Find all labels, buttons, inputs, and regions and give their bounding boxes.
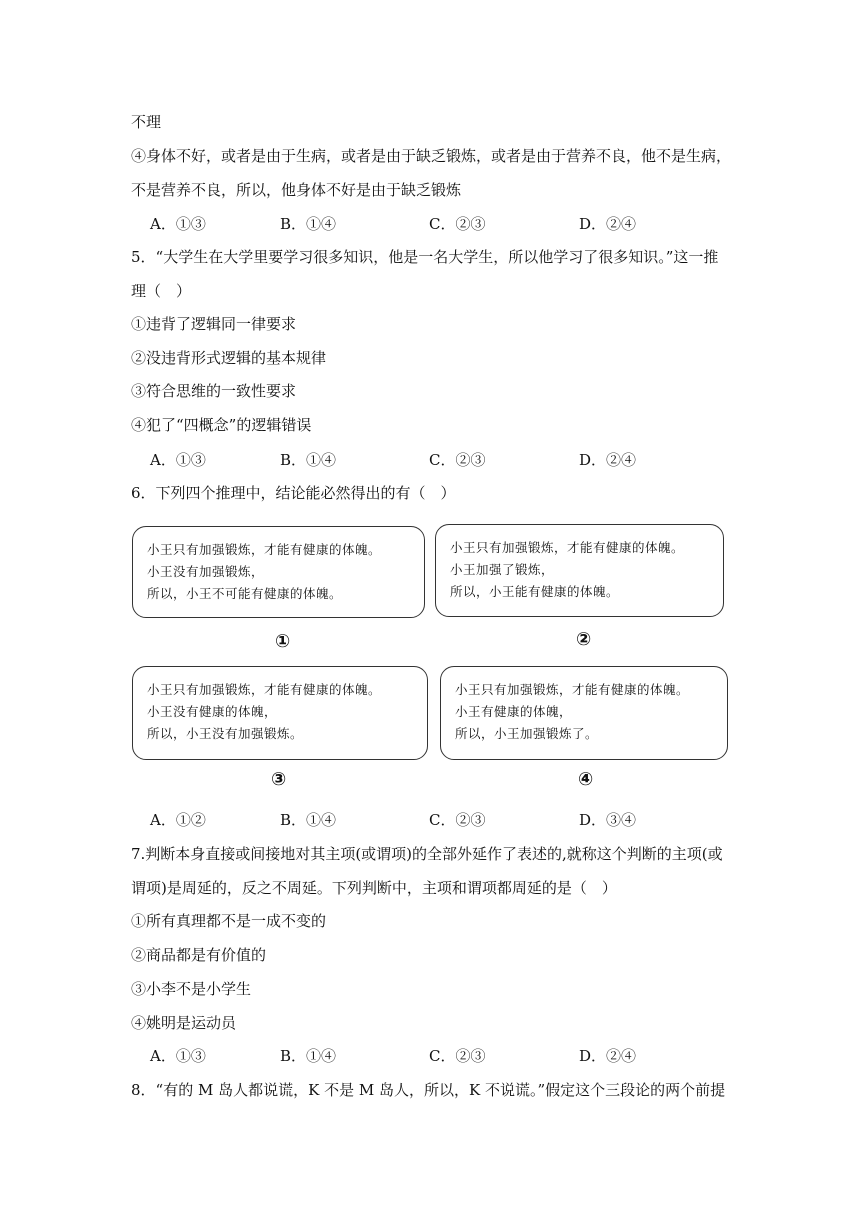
box1-line2: 小王没有加强锻炼， bbox=[147, 564, 265, 579]
q6-option-c[interactable]: C．②③ bbox=[429, 811, 486, 829]
box4-line3: 所以，小王加强锻炼了。 bbox=[455, 726, 599, 741]
q6-box-2-label: ② bbox=[576, 629, 592, 650]
box3-line3: 所以，小王没有加强锻炼。 bbox=[147, 726, 304, 741]
box2-line2: 小王加强了锻炼， bbox=[450, 562, 555, 577]
q4-item-4-line1: ④身体不好，或者是由于生病，或者是由于缺乏锻炼，或者是由于营养不良，他不是生病， bbox=[131, 147, 732, 165]
q4-option-d[interactable]: D．②④ bbox=[579, 215, 637, 233]
q4-tail-text: 不理 bbox=[131, 113, 162, 131]
q4-option-a[interactable]: A．①③ bbox=[150, 215, 206, 233]
q7-item-3: ③小李不是小学生 bbox=[131, 980, 252, 998]
q5-stem-line2: 理（ ） bbox=[131, 282, 192, 300]
q7-item-1: ①所有真理都不是一成不变的 bbox=[131, 912, 327, 930]
q6-box-1-label: ① bbox=[275, 631, 291, 652]
q7-option-b[interactable]: B．①④ bbox=[280, 1047, 337, 1065]
q5-option-a[interactable]: A．①③ bbox=[150, 451, 206, 469]
q7-option-d[interactable]: D．②④ bbox=[579, 1047, 637, 1065]
box1-line3: 所以，小王不可能有健康的体魄。 bbox=[147, 586, 343, 601]
q5-option-d[interactable]: D．②④ bbox=[579, 451, 637, 469]
q4-option-c[interactable]: C．②③ bbox=[429, 215, 486, 233]
q5-option-b[interactable]: B．①④ bbox=[280, 451, 337, 469]
q5-stem-line1: 5．“大学生在大学里要学习很多知识，他是一名大学生，所以他学习了很多知识。”这一推 bbox=[131, 248, 719, 266]
q7-options bbox=[150, 1045, 710, 1067]
q5-options bbox=[150, 449, 710, 471]
q6-reasoning-box-2 bbox=[435, 524, 724, 617]
box1-line1: 小王只有加强锻炼，才能有健康的体魄。 bbox=[147, 542, 382, 557]
q5-item-1: ①违背了逻辑同一律要求 bbox=[131, 315, 297, 333]
q6-box-3-label: ③ bbox=[271, 769, 287, 790]
q5-item-3: ③符合思维的一致性要求 bbox=[131, 382, 297, 400]
q6-reasoning-box-1 bbox=[132, 526, 425, 618]
box3-line1: 小王只有加强锻炼，才能有健康的体魄。 bbox=[147, 682, 382, 697]
q6-stem: 6．下列四个推理中，结论能必然得出的有（ ） bbox=[131, 484, 456, 502]
box4-line1: 小王只有加强锻炼，才能有健康的体魄。 bbox=[455, 682, 690, 697]
q7-stem-line2: 谓项)是周延的，反之不周延。下列判断中，主项和谓项都周延的是（ ） bbox=[131, 879, 617, 897]
q6-option-d[interactable]: D．③④ bbox=[579, 811, 637, 829]
q7-option-c[interactable]: C．②③ bbox=[429, 1047, 486, 1065]
q5-item-4: ④犯了“四概念”的逻辑错误 bbox=[131, 416, 312, 434]
q5-item-2: ②没违背形式逻辑的基本规律 bbox=[131, 349, 327, 367]
q4-options bbox=[150, 213, 710, 235]
q6-option-a[interactable]: A．①② bbox=[150, 811, 206, 829]
q7-item-4: ④姚明是运动员 bbox=[131, 1014, 237, 1032]
box2-line1: 小王只有加强锻炼，才能有健康的体魄。 bbox=[450, 540, 685, 555]
q7-stem-line1: 7.判断本身直接或间接地对其主项(或谓项)的全部外延作了表述的,就称这个判断的主项(或 bbox=[131, 845, 723, 863]
q5-option-c[interactable]: C．②③ bbox=[429, 451, 486, 469]
q6-options bbox=[150, 809, 710, 831]
q6-reasoning-box-4 bbox=[440, 666, 728, 760]
q8-stem-line1: 8．“有的 M 岛人都说谎，K 不是 M 岛人，所以，K 不说谎。”假定这个三段论的两个前提 bbox=[131, 1081, 726, 1099]
box4-line2: 小王有健康的体魄， bbox=[455, 704, 573, 719]
q4-item-4-line2: 不是营养不良，所以，他身体不好是由于缺乏锻炼 bbox=[131, 181, 462, 199]
q6-option-b[interactable]: B．①④ bbox=[280, 811, 337, 829]
box3-line2: 小王没有健康的体魄， bbox=[147, 704, 278, 719]
q4-option-b[interactable]: B．①④ bbox=[280, 215, 337, 233]
q7-item-2: ②商品都是有价值的 bbox=[131, 946, 267, 964]
q6-box-4-label: ④ bbox=[578, 769, 594, 790]
box2-line3: 所以，小王能有健康的体魄。 bbox=[450, 584, 620, 599]
q7-option-a[interactable]: A．①③ bbox=[150, 1047, 206, 1065]
q6-reasoning-box-3 bbox=[132, 666, 428, 760]
